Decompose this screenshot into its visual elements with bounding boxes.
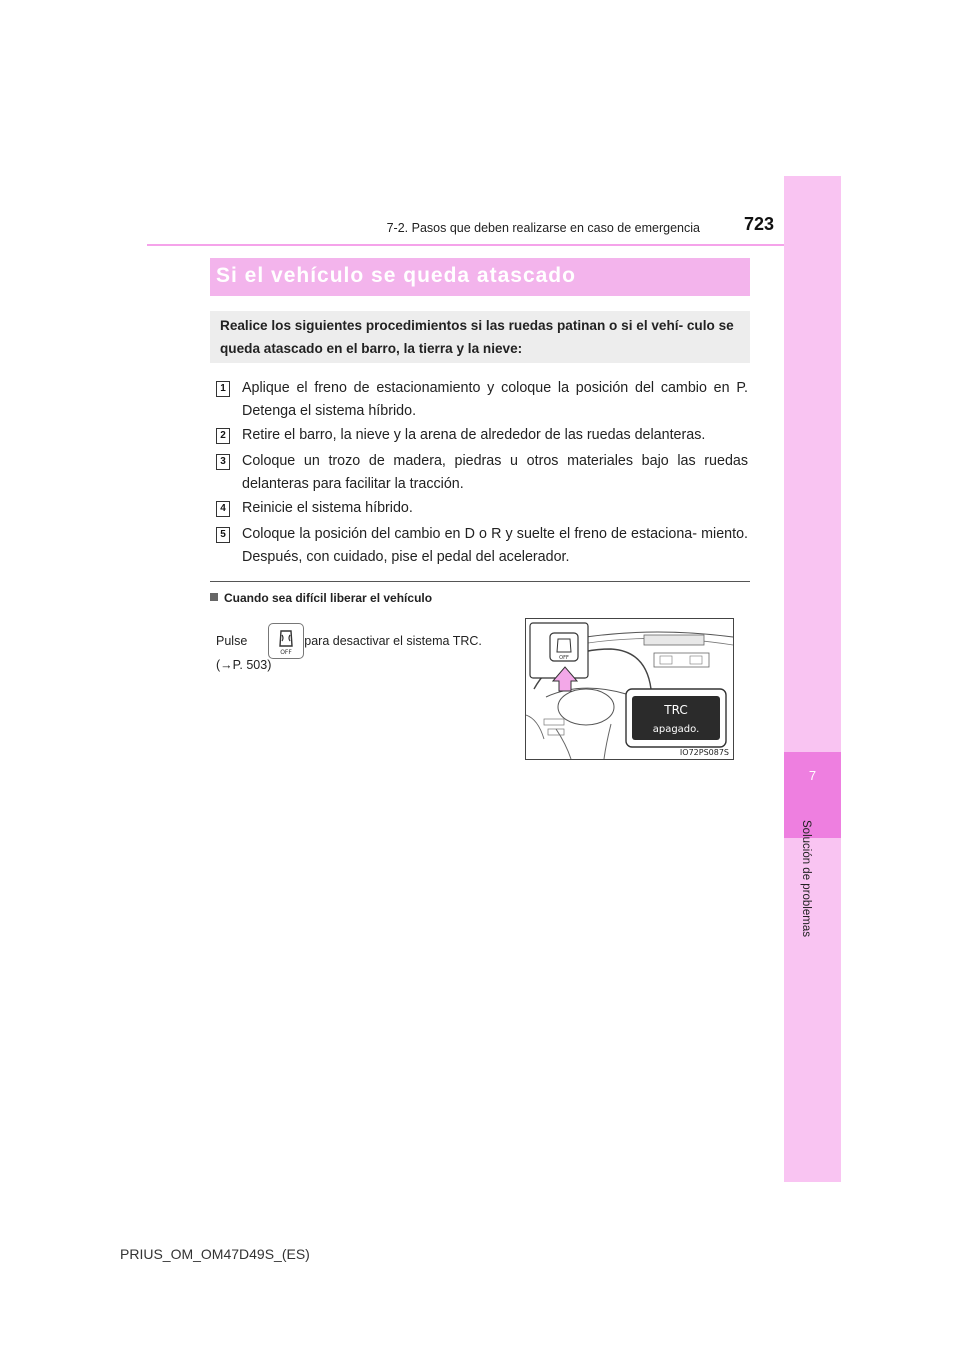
trc-off-button-icon xyxy=(268,623,304,659)
step-number-2: 2 xyxy=(216,428,230,444)
svg-text:OFF: OFF xyxy=(559,655,569,661)
display-line-1: TRC xyxy=(664,703,688,717)
step-text-3: Coloque un trozo de madera, piedras u otros materiales bajo las ruedas delanteras para facilitar la tracción. xyxy=(242,453,748,492)
chapter-title: Solución de problemas xyxy=(800,820,812,937)
section-divider xyxy=(210,581,750,582)
figure-code: IO72PS087S xyxy=(679,748,729,757)
pulse-instruction: Pulse para desactivar el sistema TRC. xyxy=(216,634,482,648)
section-title: Si el vehículo se queda atascado xyxy=(216,264,576,287)
svg-text:OFF: OFF xyxy=(280,649,292,656)
square-bullet-icon xyxy=(210,593,218,601)
step-text-1: Aplique el freno de estacionamiento y coloque la posición del cambio en P. Detenga el sistema híbrido. xyxy=(242,380,748,419)
chapter-number: 7 xyxy=(808,768,817,783)
step-number-5: 5 xyxy=(216,527,230,543)
display-line-2: apagado. xyxy=(652,724,700,735)
subsection-heading: Cuando sea difícil liberar el vehículo xyxy=(210,591,432,605)
step-number-3: 3 xyxy=(216,454,230,470)
step-text-5: Coloque la posición del cambio en D o R y suelte el freno de estaciona- miento. Después, con cuidado, pise el pedal del acelerador. xyxy=(242,526,748,565)
page-number: 723 xyxy=(743,214,774,234)
page-reference[interactable]: (→P. 503) xyxy=(216,658,272,672)
dashboard-illustration xyxy=(525,618,734,760)
intro-text: Realice los siguientes procedimientos si las ruedas patinan o si el vehí- culo se queda atascado en el barro, la tierra y la nieve: xyxy=(220,318,734,356)
step-text-2: Retire el barro, la nieve y la arena de alrededor de las ruedas delanteras. xyxy=(242,427,706,443)
header-rule xyxy=(147,244,784,246)
step-number-1: 1 xyxy=(216,381,230,397)
step-number-4: 4 xyxy=(216,501,230,517)
header-section-title: 7-2. Pasos que deben realizarse en caso de emergencia xyxy=(386,221,700,235)
dashboard-drawing xyxy=(526,619,733,759)
chapter-side-strip xyxy=(784,176,841,1182)
step-text-4: Reinicie el sistema híbrido. xyxy=(242,500,413,516)
footer-document-id: PRIUS_OM_OM47D49S_(ES) xyxy=(120,1246,310,1262)
